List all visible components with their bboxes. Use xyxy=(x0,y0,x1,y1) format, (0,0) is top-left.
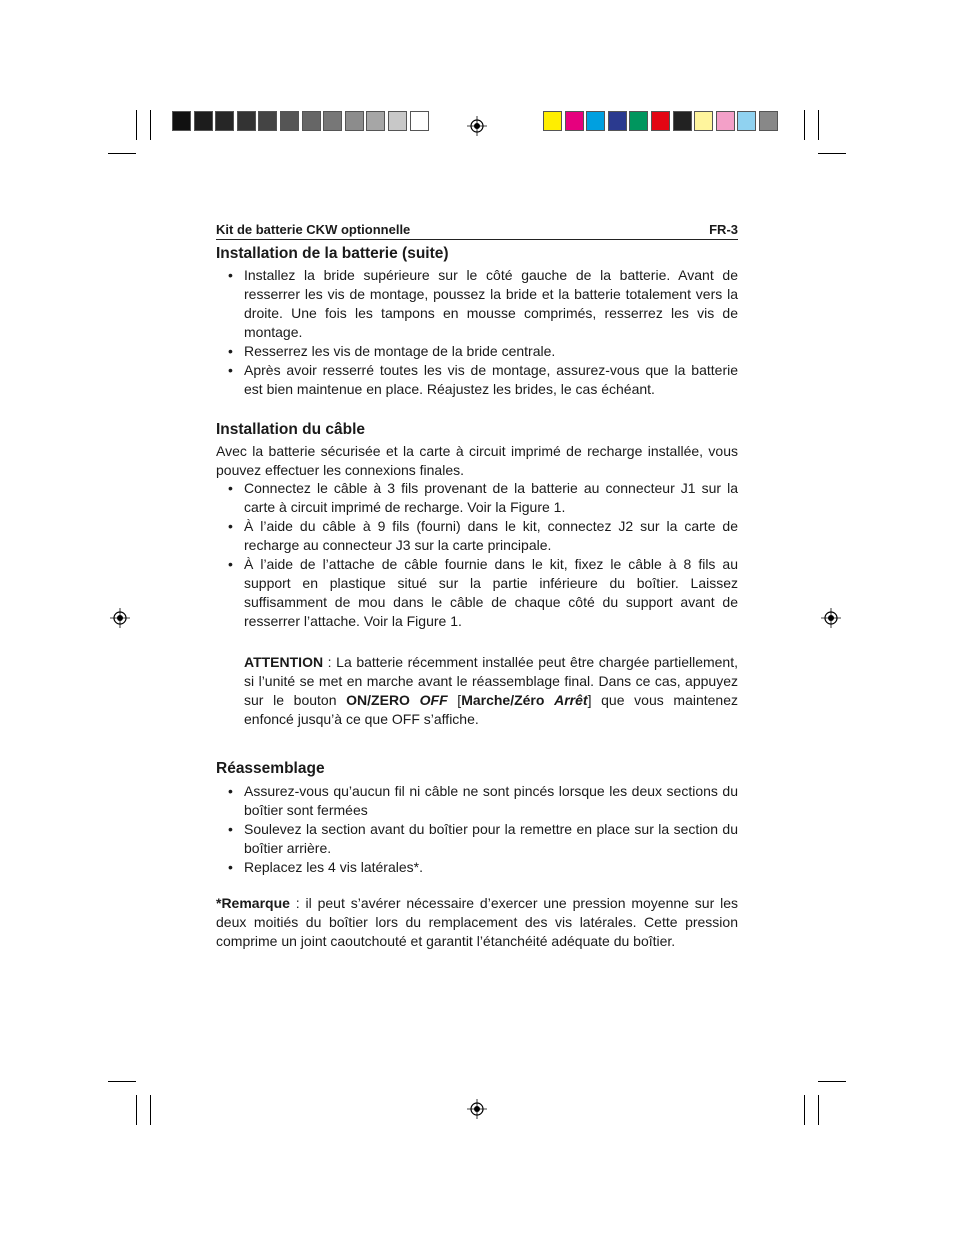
color-swatch xyxy=(737,111,756,131)
bullet-icon: • xyxy=(228,362,233,378)
bullet-icon: • xyxy=(228,821,233,837)
color-swatch xyxy=(237,111,256,131)
color-swatch xyxy=(608,111,627,131)
attention-note: ATTENTION : La batterie récemment installée peut être chargée partiellement, si l’unité se met en marche avant le réassemblage final. Dans ce cas, appuyez sur le bouton ON/ZERO OFF [Marche/Zéro Arrêt] que vous maintenez enfoncé jusqu’à ce que OFF s’affiche. xyxy=(244,654,738,727)
bullet-icon: • xyxy=(228,343,233,359)
color-swatch xyxy=(302,111,321,131)
list-item: • Replacez les 4 vis latérales*. xyxy=(228,859,423,875)
registration-mark-icon xyxy=(110,608,130,628)
section-heading: Réassemblage xyxy=(216,760,325,777)
color-swatch xyxy=(280,111,299,131)
color-swatch xyxy=(565,111,584,131)
color-swatch xyxy=(172,111,191,131)
section-heading: Installation du câble xyxy=(216,421,365,438)
list-item: • Assurez-vous qu’aucun fil ni câble ne sont pincés lorsque les deux sections du boîtier sont fermées xyxy=(228,783,738,818)
color-swatch xyxy=(716,111,735,131)
list-item: • Après avoir resserré toutes les vis de montage, assurez-vous que la batterie est bien maintenue en place. Réajustez les brides, le cas échéant. xyxy=(228,362,738,397)
bullet-icon: • xyxy=(228,783,233,799)
color-swatch xyxy=(258,111,277,131)
bullet-list xyxy=(216,266,738,399)
bullet-icon: • xyxy=(228,859,233,875)
color-swatch xyxy=(388,111,407,131)
intro-paragraph: Avec la batterie sécurisée et la carte à circuit imprimé de recharge installée, vous pouvez effectuer les connexions finales. xyxy=(216,443,738,478)
note-label: *Remarque xyxy=(216,895,290,911)
footnote-paragraph: *Remarque : il peut s’avérer nécessaire d’exercer une pression moyenne sur les deux moitiés du boîtier lors du remplacement des vis latérales. Cette pression comprime un joint caoutchouté et garantit l’étanchéité adéquate du boîtier. xyxy=(216,895,738,949)
registration-mark-icon xyxy=(467,1099,487,1119)
color-swatch xyxy=(543,111,562,131)
list-item: • Connectez le câble à 3 fils provenant de la batterie au connecteur J1 sur la carte à circuit imprimé de recharge. Voir la Figure 1. xyxy=(228,480,738,515)
list-item: • Installez la bride supérieure sur le côté gauche de la batterie. Avant de resserrer les vis de montage, poussez la bride et la batterie totalement vers la droite. Une fois les tampons en mousse comprimés, resserrez les vis de montage. xyxy=(228,267,738,340)
color-swatch xyxy=(694,111,713,131)
header-title: Kit de batterie CKW optionnelle xyxy=(216,222,411,237)
bullet-icon: • xyxy=(228,556,233,572)
list-item: • À l’aide de l’attache de câble fournie dans le kit, fixez le câble à 8 fils au support en plastique situé sur la partie inférieure du boîtier. Laissez suffisamment de mou dans le câble de chaque côté du support avant de resserrer l’attache. Voir la Figure 1. xyxy=(228,556,738,629)
registration-mark-icon xyxy=(821,608,841,628)
page-number: FR-3 xyxy=(709,222,738,237)
list-item: • À l’aide du câble à 9 fils (fourni) dans le kit, connectez J2 sur la carte de recharge au connecteur J3 sur la carte principale. xyxy=(228,518,738,553)
running-header xyxy=(216,221,738,240)
color-swatch xyxy=(410,111,429,131)
color-swatch xyxy=(215,111,234,131)
color-swatch xyxy=(586,111,605,131)
color-swatch xyxy=(194,111,213,131)
color-swatch xyxy=(629,111,648,131)
color-swatch xyxy=(673,111,692,131)
color-swatch xyxy=(759,111,778,131)
registration-mark-icon xyxy=(467,116,487,136)
bullet-icon: • xyxy=(228,480,233,496)
key-label: ON/ZERO xyxy=(346,692,410,708)
color-swatch xyxy=(323,111,342,131)
bullet-list xyxy=(216,782,738,877)
bullet-icon: • xyxy=(228,267,233,283)
color-swatch xyxy=(345,111,364,131)
bullet-list xyxy=(216,479,738,631)
key-label: Marche/Zéro xyxy=(461,692,545,708)
section-heading: Installation de la batterie (suite) xyxy=(216,245,449,262)
color-swatch xyxy=(366,111,385,131)
list-item: • Resserrez les vis de montage de la bride centrale. xyxy=(228,343,556,359)
attention-label: ATTENTION xyxy=(244,654,324,670)
list-item: • Soulevez la section avant du boîtier pour la remettre en place sur la section du boîtier arrière. xyxy=(228,821,738,856)
color-swatch xyxy=(651,111,670,131)
bullet-icon: • xyxy=(228,518,233,534)
